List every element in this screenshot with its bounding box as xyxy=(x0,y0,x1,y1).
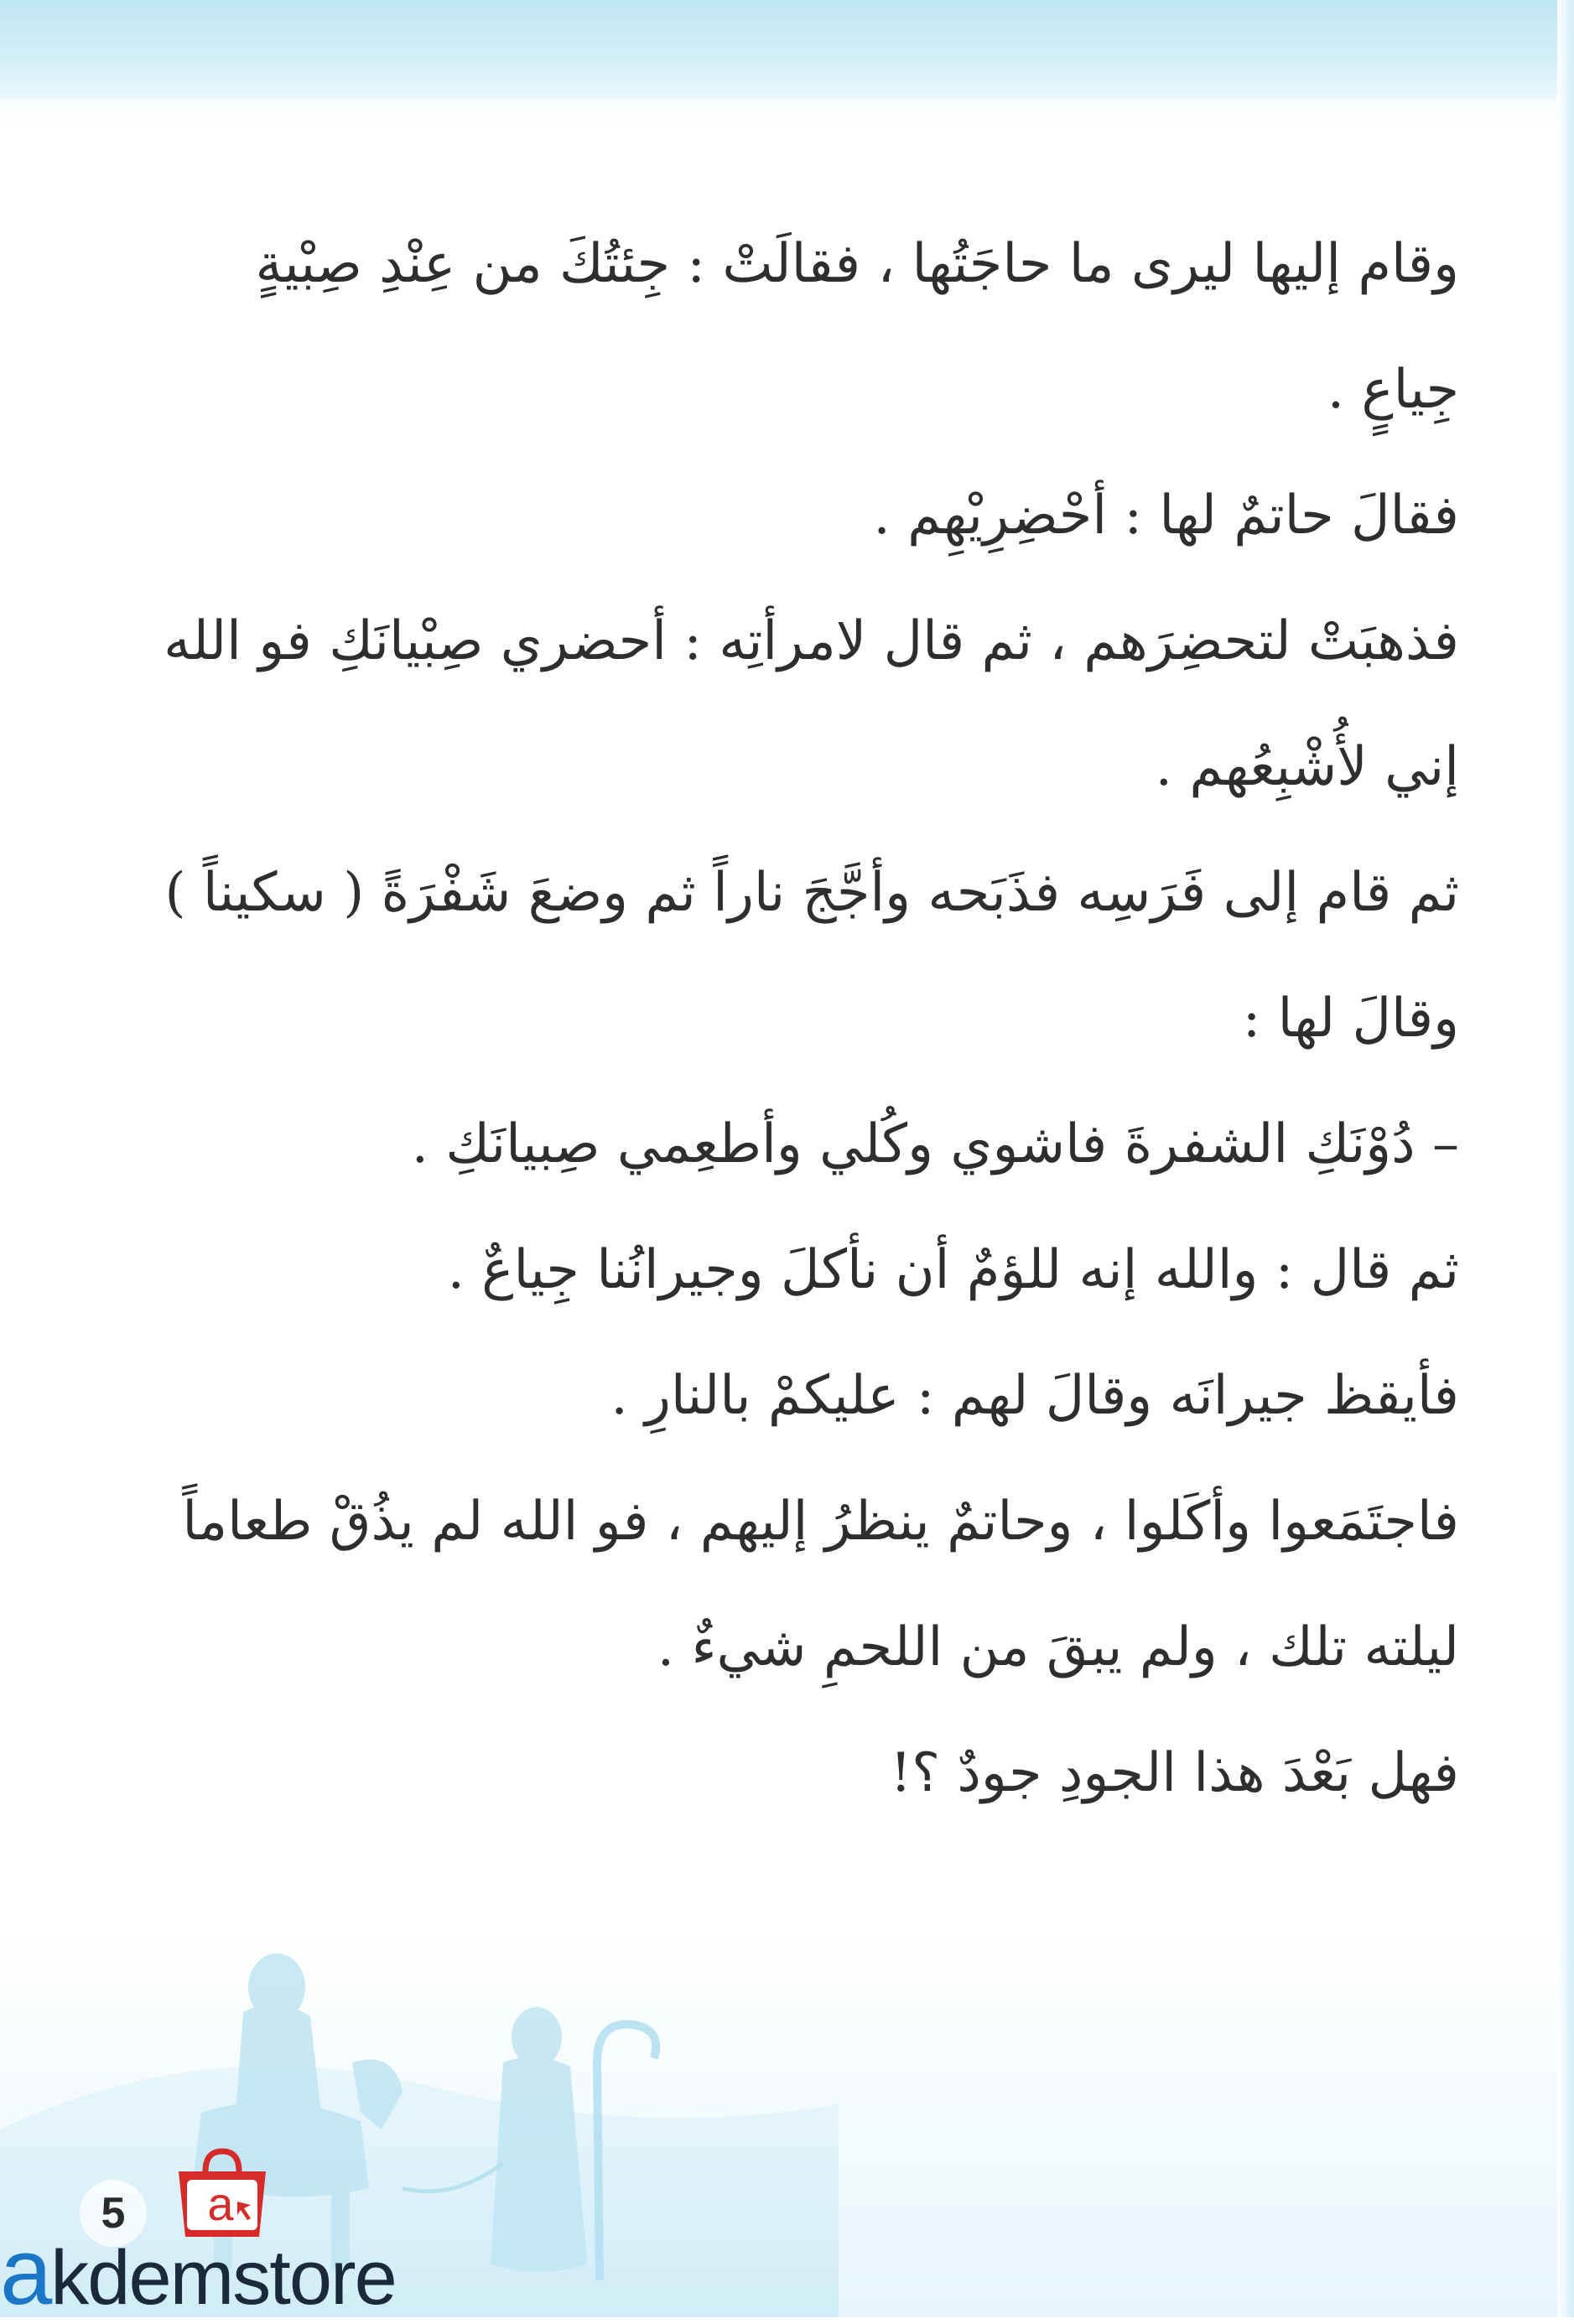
brand-name xyxy=(0,2219,470,2324)
story-text xyxy=(134,201,1459,1836)
shopping-bag-icon xyxy=(172,2146,273,2240)
akdemstore-watermark xyxy=(0,2146,470,2324)
text-line: فذهبَتْ لتحضِرَهم ، ثم قال لامرأتِه : أحضري صِبْيانَكِ فو الله xyxy=(164,610,1459,672)
text-line: وقام إليها ليرى ما حاجَتُها ، فقالَتْ : جِئتُكَ من عِنْدِ صِبْيةٍ xyxy=(255,233,1459,295)
text-line: ثم قال : والله إنه للؤمٌ أن نأكلَ وجيرانُنا جِياعٌ . xyxy=(447,1239,1459,1301)
text-line: وقالَ لها : xyxy=(1242,988,1459,1050)
text-line: – دُوْنَكِ الشفرةَ فاشوي وكُلي وأطعِمي صِبيانَكِ . xyxy=(411,1113,1459,1175)
text-line: إني لأُشْبِعُهم . xyxy=(1155,736,1459,798)
page-edge-shadow xyxy=(1557,0,1574,2317)
brand-name-rest: kdemstore xyxy=(50,2235,396,2321)
text-line: جِياعٍ . xyxy=(1327,359,1459,421)
brand-name-a: a xyxy=(0,2219,51,2324)
text-line: فاجتَمَعوا وأكَلوا ، وحاتمٌ ينظرُ إليهم ، فو الله لم يذُقْ طعاماً xyxy=(182,1491,1459,1553)
text-line: فأيقظ جيرانَه وقالَ لهم : عليكمْ بالنارِ . xyxy=(610,1365,1459,1427)
text-line: فهل بَعْدَ هذا الجودِ جودٌ ؟! xyxy=(890,1742,1459,1804)
text-line: فقالَ حاتمٌ لها : أحْضِرِيْهِم . xyxy=(873,485,1459,547)
brand-icon-letter: a xyxy=(207,2177,234,2230)
top-decorative-band xyxy=(0,0,1574,99)
page-number: 5 xyxy=(80,2180,147,2247)
text-line: ثم قام إلى فَرَسِه فذَبَحه وأجَّجَ ناراً ثم وضعَ شَفْرَةً ( سكيناً ) xyxy=(164,862,1459,924)
text-line: ليلته تلك ، ولم يبقَ من اللحمِ شيءٌ . xyxy=(657,1616,1459,1678)
